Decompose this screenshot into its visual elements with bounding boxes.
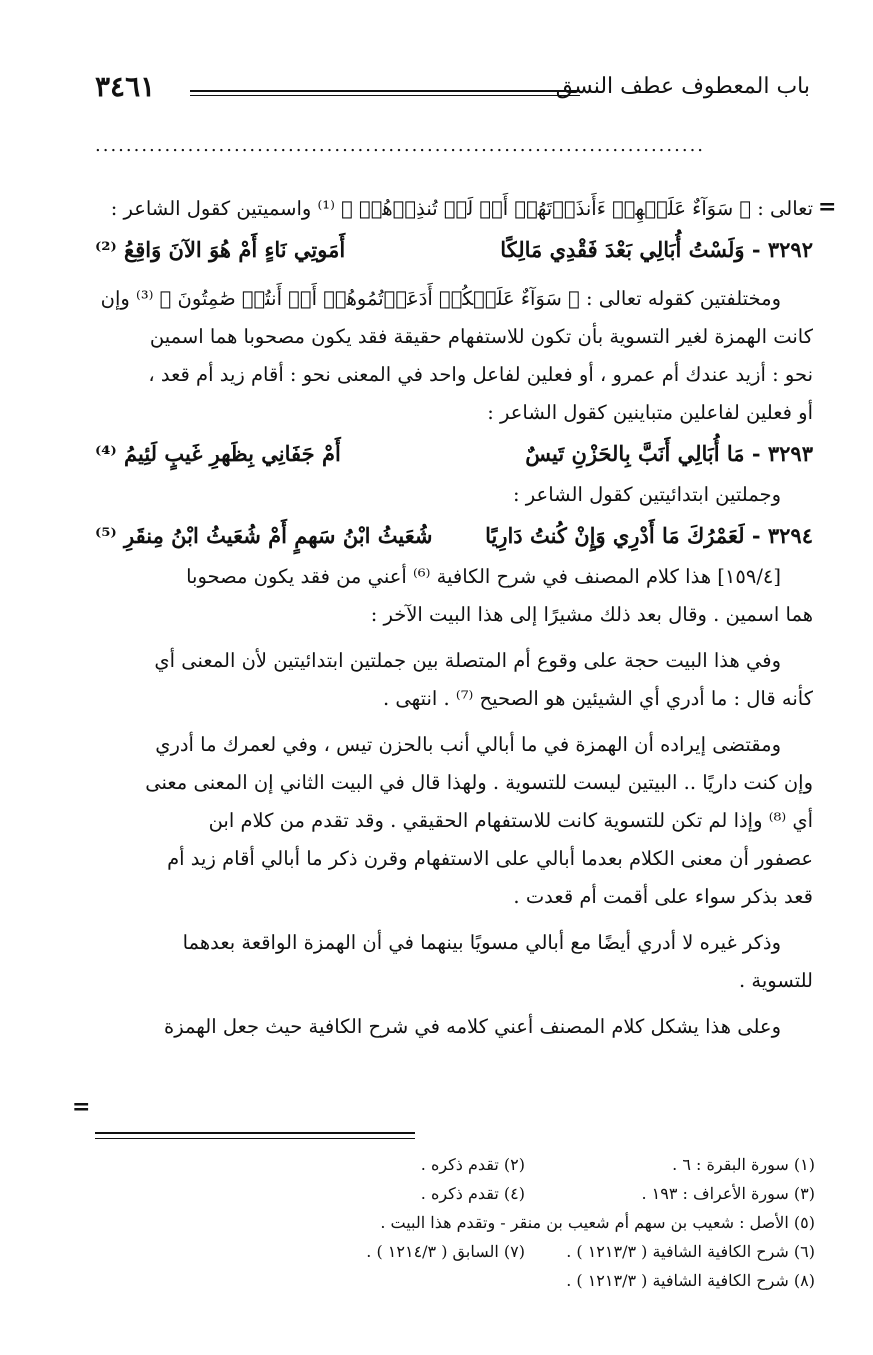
footnote-5: (٥) الأصل : شعيب بن سهم أم شعيب بن منقر - وتقدم هذا البيت . bbox=[380, 1213, 815, 1232]
text-line: وإن كنت داريًا .. البيتين ليست للتسوية . ولهذا قال في البيت الثاني إن المعنى معنى bbox=[145, 771, 813, 794]
footnote-row bbox=[230, 1179, 815, 1208]
continuation-mark-top: = bbox=[818, 194, 837, 220]
chapter-title: باب المعطوف عطف النسق bbox=[555, 74, 810, 99]
main-text bbox=[95, 190, 813, 1046]
text-line: للتسوية . bbox=[738, 969, 813, 992]
continuation-mark-bottom: = bbox=[72, 1094, 91, 1120]
footnote-row bbox=[230, 1266, 815, 1295]
footnote-rule-thin bbox=[95, 1138, 415, 1139]
verse-second-hemistich: شُعَيثُ ابْنُ سَهمٍ أَمْ شُعَيثُ ابْنُ مِنقَرِ ⁽⁵⁾ bbox=[95, 523, 433, 548]
verse-first-hemistich: ٣٢٩٣ - مَا أُبَالِي أَنَبَّ بِالحَزْنِ تَيسٌ bbox=[525, 441, 813, 466]
footnote-row bbox=[230, 1150, 815, 1179]
footnote-rule bbox=[95, 1132, 415, 1134]
text-line: وجملتين ابتدائيتين كقول الشاعر : bbox=[513, 483, 781, 506]
text-line: تعالى : ﴿ سَوَآءٌ عَلَيۡهِمۡ ءَأَنذَرۡتَهُمۡ أَمۡ لَمۡ تُنذِرۡهُمۡ ﴾ ⁽¹⁾ واسميتين كقول الشاعر : bbox=[110, 197, 813, 220]
footnotes bbox=[230, 1150, 815, 1295]
verse-first-hemistich: ٣٢٩٤ - لَعَمْرُكَ مَا أَدْرِي وَإِنْ كُنتُ دَارِيًا bbox=[485, 523, 813, 548]
text-line: وعلى هذا يشكل كلام المصنف أعني كلامه في شرح الكافية حيث جعل الهمزة bbox=[164, 1015, 781, 1038]
text-line: كأنه قال : ما أدري أي الشيئين هو الصحيح ⁽⁷⁾ . انتهى . bbox=[382, 687, 813, 710]
verse-second-hemistich: أَمْ جَفَانِي بِظَهرِ غَيبٍ لَئِيمُ ⁽⁴⁾ bbox=[95, 441, 341, 466]
page-header bbox=[95, 70, 810, 110]
footnote-row bbox=[230, 1237, 815, 1266]
footnote-4: (٤) تقدم ذكره . bbox=[420, 1184, 525, 1203]
text-line: أو فعلين لفاعلين متباينين كقول الشاعر : bbox=[487, 401, 813, 424]
verse-3294 bbox=[95, 514, 813, 558]
text-line: نحو : أزيد عندك أم عمرو ، أو فعلين لفاعل واحد في المعنى نحو : أقام زيد أم قعد ، bbox=[148, 363, 813, 386]
text-line: هما اسمين . وقال بعد ذلك مشيرًا إلى هذا البيت الآخر : bbox=[370, 603, 813, 626]
footnote-6: (٦) شرح الكافية الشافية ( ١٢١٣/٣ ) . bbox=[566, 1242, 815, 1261]
verse-first-hemistich: ٣٢٩٢ - وَلَسْتُ أُبَالِي بَعْدَ فَقْدِي مَالِكًا bbox=[500, 237, 813, 262]
verse-3292 bbox=[95, 228, 813, 272]
text-line: وذكر غيره لا أدري أيضًا مع أبالي مسويًا بينهما في أن الهمزة الواقعة بعدهما bbox=[182, 931, 781, 954]
text-line: ومقتضى إيراده أن الهمزة في ما أبالي أنب بالحزن تيس ، وفي لعمرك ما أدري bbox=[155, 733, 781, 756]
footnote-7: (٧) السابق ( ١٢١٤/٣ ) . bbox=[366, 1242, 525, 1261]
text-line: أي ⁽⁸⁾ وإذا لم تكن للتسوية كانت للاستفهام الحقيقي . وقد تقدم من كلام ابن bbox=[208, 809, 813, 832]
text-line: [١٥٩/٤] هذا كلام المصنف في شرح الكافية ⁽⁶⁾ أعني من فقد يكون مصحوبا bbox=[186, 565, 781, 588]
text-line: وفي هذا البيت حجة على وقوع أم المتصلة بين جملتين ابتدائيتين لأن المعنى أي bbox=[154, 649, 781, 672]
footnote-2: (٢) تقدم ذكره . bbox=[420, 1155, 525, 1174]
header-rule bbox=[190, 90, 580, 92]
verse-second-hemistich: أَمَوتِي نَاءٍ أَمْ هُوَ الآنَ وَاقِعُ ⁽²⁾ bbox=[95, 237, 346, 262]
footnote-3: (٣) سورة الأعراف : ١٩٣ . bbox=[641, 1184, 815, 1203]
footnote-row bbox=[230, 1208, 815, 1237]
footnote-1: (١) سورة البقرة : ٦ . bbox=[672, 1155, 815, 1174]
page-number: ٣٤٦١ bbox=[95, 70, 156, 103]
header-rule-thin bbox=[190, 95, 580, 96]
text-line: ومختلفتين كقوله تعالى : ﴿ سَوَآءٌ عَلَيۡكُمۡ أَدَعَوۡتُمُوهُمۡ أَمۡ أَنتُمۡ صَٰمِتُونَ ﴾ ⁽³⁾ وإن bbox=[100, 287, 781, 310]
dotted-separator: ............................................................................... bbox=[95, 135, 706, 155]
text-line: قعد بذكر سواء على أقمت أم قعدت . bbox=[513, 885, 813, 908]
text-line: عصفور أن معنى الكلام بعدما أبالي على الاستفهام وقرن ذكر ما أبالي أقام زيد أم bbox=[167, 847, 813, 870]
footnote-8: (٨) شرح الكافية الشافية ( ١٢١٣/٣ ) . bbox=[566, 1271, 815, 1290]
verse-3293 bbox=[95, 432, 813, 476]
text-line: كانت الهمزة لغير التسوية بأن تكون للاستفهام حقيقة فقد يكون مصحوبا هما اسمين bbox=[149, 325, 813, 348]
